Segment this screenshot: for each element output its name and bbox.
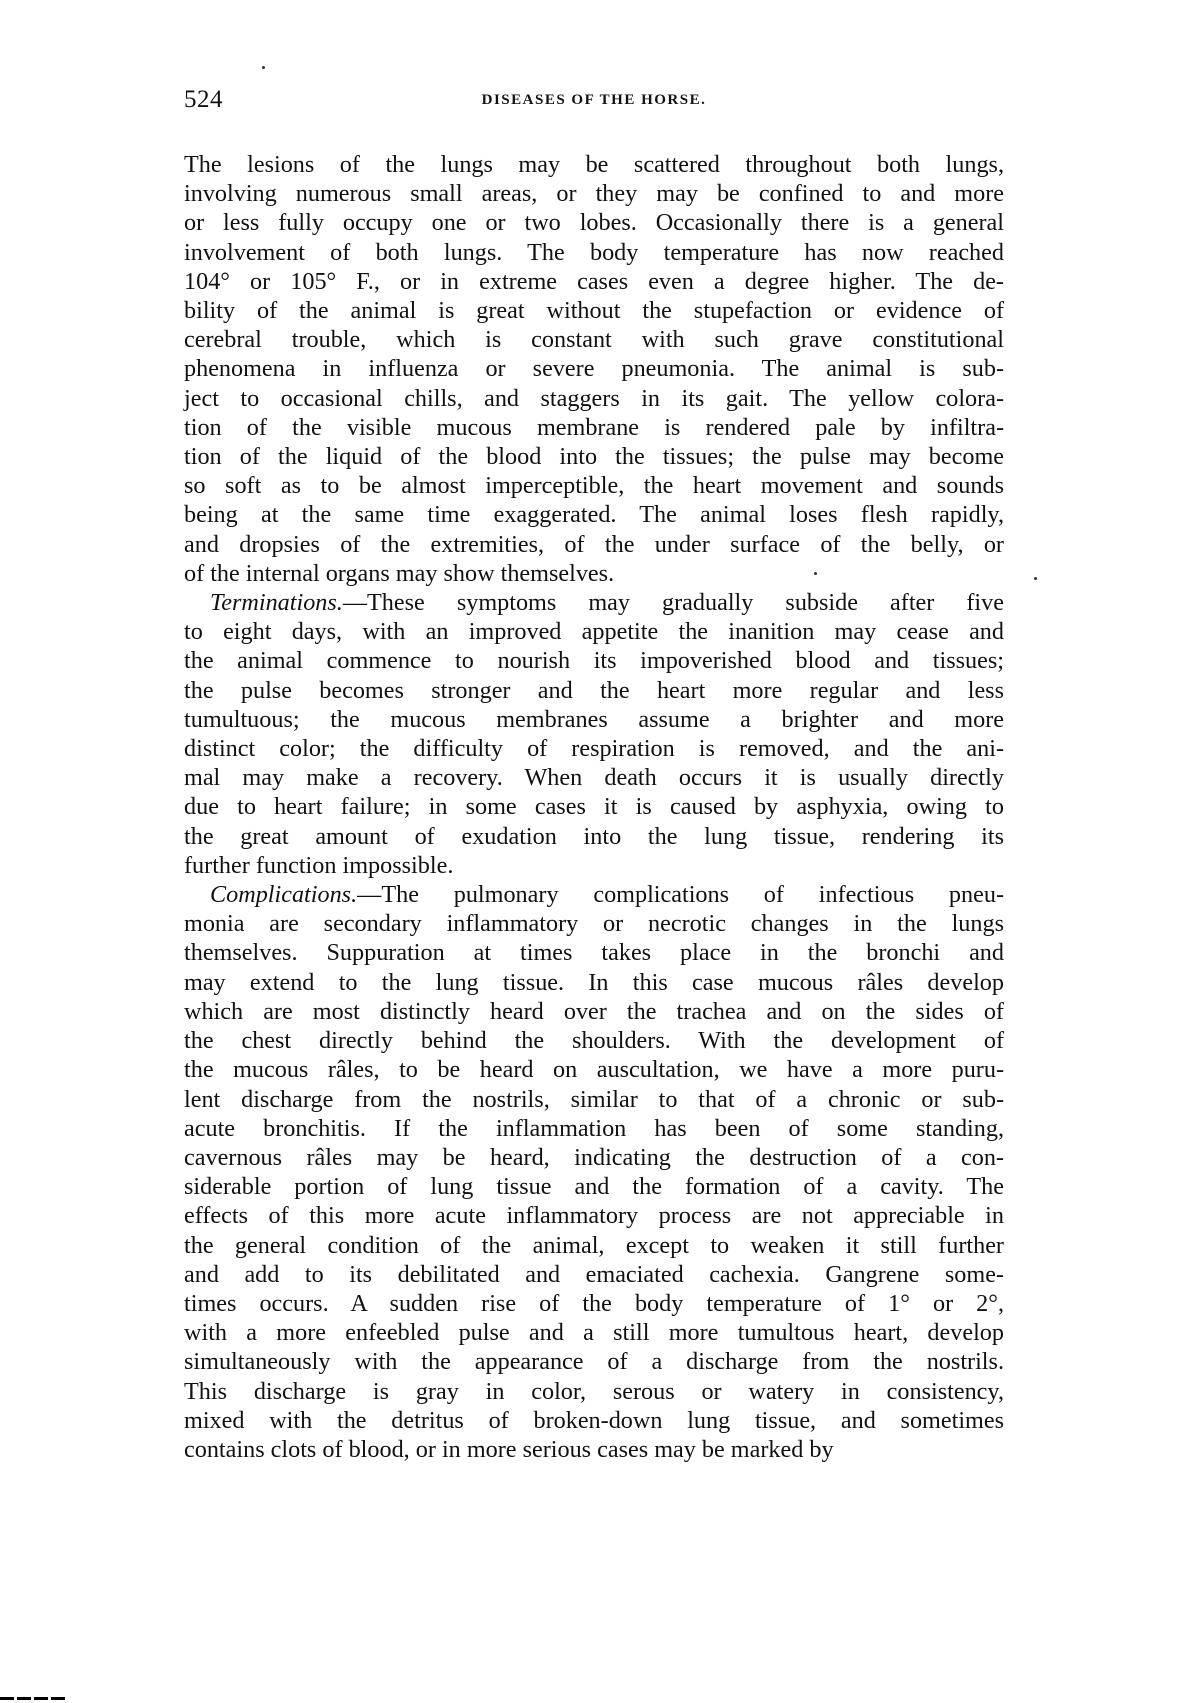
- text-line: cerebral trouble, which is constant with such grave constitutional: [184, 326, 1004, 354]
- footer-rule: [0, 1697, 68, 1700]
- scan-speck: [262, 66, 265, 69]
- text-line: involving numerous small areas, or they may be confined to and more: [184, 180, 1004, 208]
- text-line: to eight days, with an improved appetite the inanition may cease and: [184, 618, 1004, 646]
- section-heading: Complications.: [210, 881, 358, 909]
- text-line: Terminations.—These symptoms may gradually subside after five: [210, 589, 1004, 617]
- section-heading: Terminations.: [210, 589, 343, 617]
- text-line: Complications.—The pulmonary complications of infectious pneu-: [210, 881, 1004, 909]
- text-line: and dropsies of the extremities, of the under surface of the belly, or: [184, 530, 1004, 558]
- text-line: tion of the visible mucous membrane is rendered pale by infiltra-: [184, 413, 1004, 441]
- book-page: [184, 84, 1004, 1464]
- text-line: contains clots of blood, or in more serious cases may be marked by: [184, 1435, 834, 1463]
- text-line: due to heart failure; in some cases it is caused by asphyxia, owing to: [184, 793, 1004, 821]
- paragraph-p1: [184, 150, 1004, 588]
- paragraph-p2: [184, 588, 1004, 880]
- text-line: the chest directly behind the shoulders. With the development of: [184, 1027, 1004, 1055]
- page-number: 524: [184, 86, 223, 113]
- running-title: DISEASES OF THE HORSE.: [481, 92, 707, 108]
- text-line: which are most distinctly heard over the trachea and on the sides of: [184, 997, 1004, 1025]
- text-line: so soft as to be almost imperceptible, the heart movement and sounds: [184, 472, 1004, 500]
- text-line: effects of this more acute inflammatory process are not appreciable in: [184, 1202, 1004, 1230]
- text-line: phenomena in influenza or severe pneumonia. The animal is sub-: [184, 355, 1004, 383]
- text-line: or less fully occupy one or two lobes. Occasionally there is a general: [184, 209, 1004, 237]
- text-line: mal may make a recovery. When death occurs it is usually directly: [184, 764, 1004, 792]
- text-line: of the internal organs may show themselves.: [184, 559, 615, 587]
- text-line: being at the same time exaggerated. The animal loses flesh rapidly,: [184, 501, 1004, 529]
- text-line: the mucous râles, to be heard on auscultation, we have a more puru-: [184, 1056, 1004, 1084]
- paragraph-p3: [184, 880, 1004, 1464]
- text-line: further function impossible.: [184, 851, 454, 879]
- text-line: acute bronchitis. If the inflammation has been of some standing,: [184, 1114, 1004, 1142]
- text-line: distinct color; the difficulty of respiration is removed, and the ani-: [184, 735, 1004, 763]
- text-line: themselves. Suppuration at times takes place in the bronchi and: [184, 939, 1004, 967]
- text-line: 104° or 105° F., or in extreme cases even a degree higher. The de-: [184, 267, 1004, 295]
- text-line: tumultuous; the mucous membranes assume a brighter and more: [184, 705, 1004, 733]
- text-line: tion of the liquid of the blood into the tissues; the pulse may become: [184, 443, 1004, 471]
- text-line: the animal commence to nourish its impoverished blood and tissues;: [184, 647, 1004, 675]
- text-line: involvement of both lungs. The body temperature has now reached: [184, 238, 1004, 266]
- text-line: The lesions of the lungs may be scattered throughout both lungs,: [184, 151, 1004, 178]
- text-line: the general condition of the animal, except to weaken it still further: [184, 1231, 1004, 1259]
- text-line: lent discharge from the nostrils, similar to that of a chronic or sub-: [184, 1085, 1004, 1113]
- text-line: may extend to the lung tissue. In this case mucous râles develop: [184, 968, 1004, 996]
- text-line: with a more enfeebled pulse and a still more tumultous heart, develop: [184, 1319, 1004, 1347]
- text-line: times occurs. A sudden rise of the body temperature of 1° or 2°,: [184, 1289, 1004, 1317]
- text-line: monia are secondary inflammatory or necrotic changes in the lungs: [184, 910, 1004, 938]
- text-line: cavernous râles may be heard, indicating the destruction of a con-: [184, 1143, 1004, 1171]
- text-line: ject to occasional chills, and staggers in its gait. The yellow colora-: [184, 384, 1004, 412]
- text-line: the pulse becomes stronger and the heart more regular and less: [184, 676, 1004, 704]
- text-line: and add to its debilitated and emaciated cachexia. Gangrene some-: [184, 1260, 1004, 1288]
- scan-speck: [1034, 577, 1037, 580]
- text-line: simultaneously with the appearance of a discharge from the nostrils.: [184, 1348, 1004, 1376]
- scan-speck: [814, 572, 817, 575]
- text-line: the great amount of exudation into the lung tissue, rendering its: [184, 822, 1004, 850]
- text-line: This discharge is gray in color, serous or watery in consistency,: [184, 1377, 1004, 1405]
- text-line: mixed with the detritus of broken-down lung tissue, and sometimes: [184, 1406, 1004, 1434]
- page-header: [184, 84, 1004, 124]
- text-line: siderable portion of lung tissue and the formation of a cavity. The: [184, 1173, 1004, 1201]
- body-text: [184, 150, 1004, 1464]
- text-line: bility of the animal is great without the stupefaction or evidence of: [184, 297, 1004, 325]
